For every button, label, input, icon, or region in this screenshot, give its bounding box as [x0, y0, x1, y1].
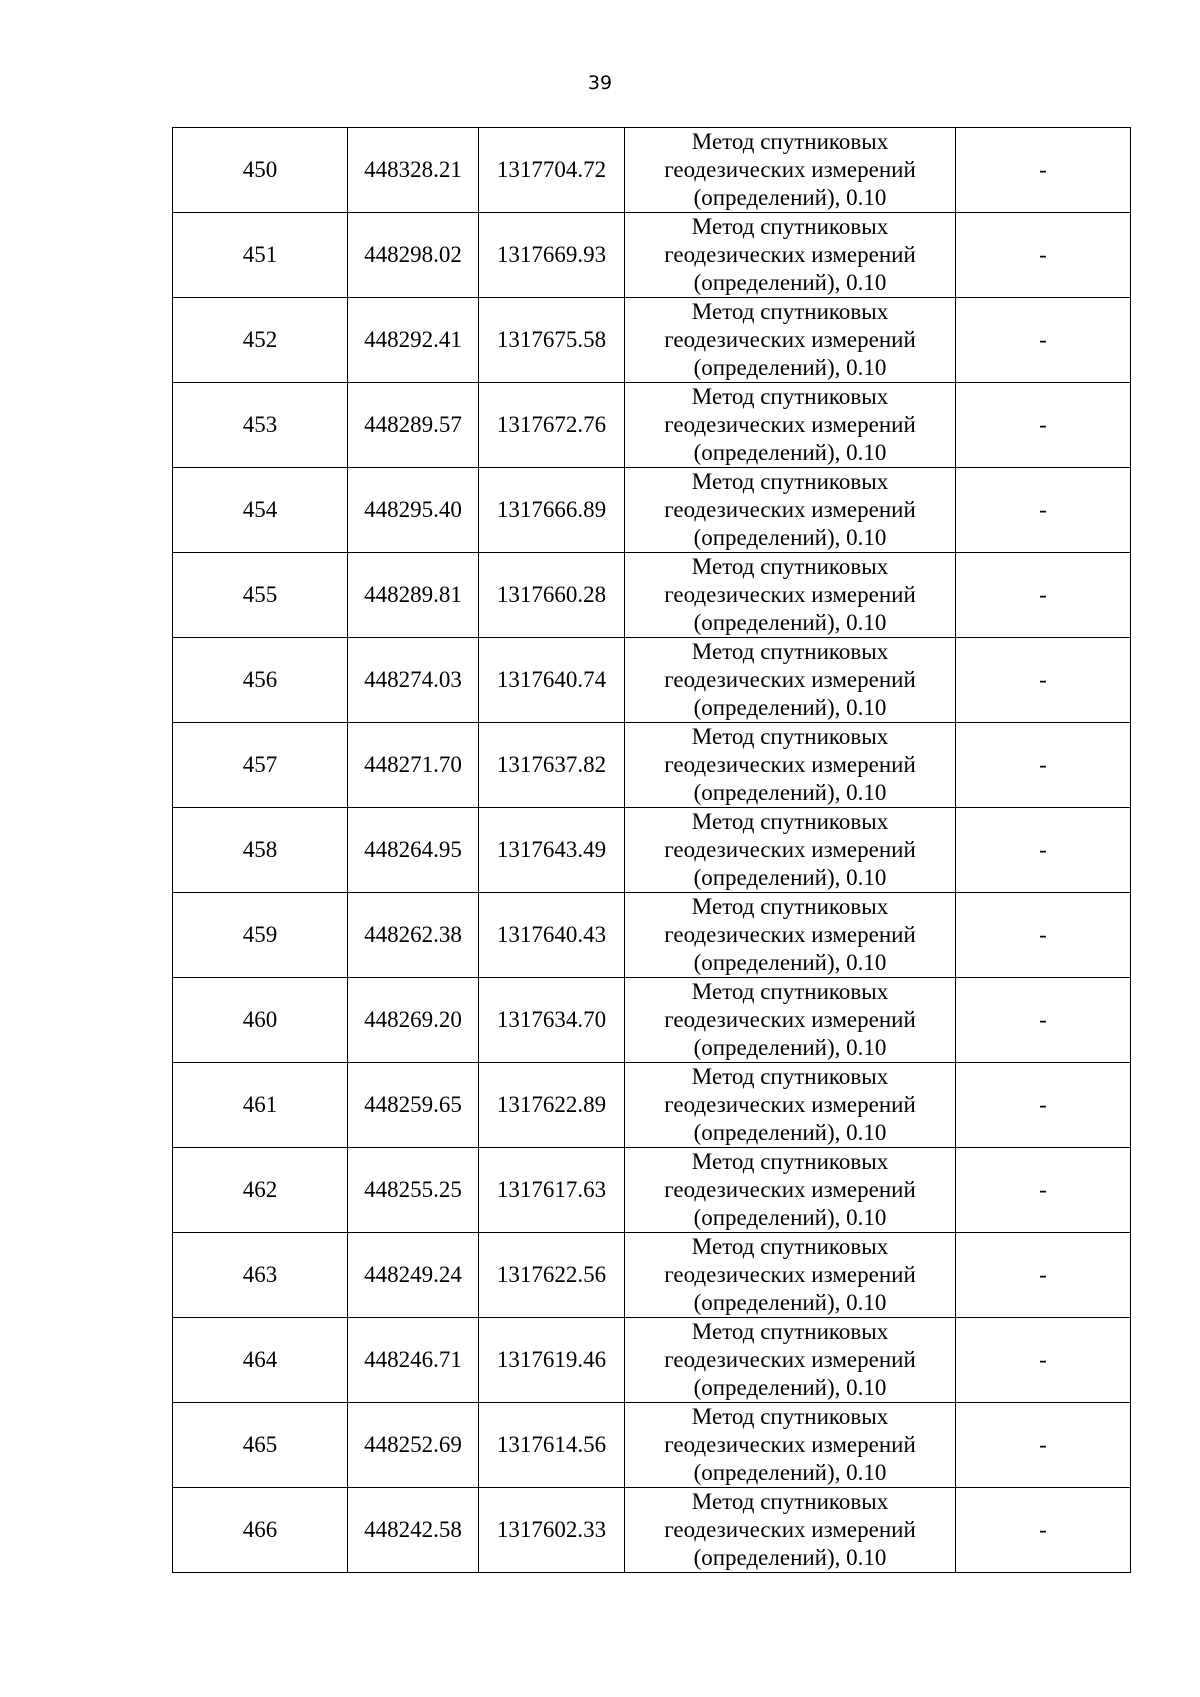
method-line-2: геодезических измерений	[664, 1347, 916, 1372]
method-cell	[625, 1488, 956, 1573]
y-coordinate-cell: 1317640.43	[479, 893, 625, 978]
point-number-cell: 459	[173, 893, 348, 978]
y-coordinate-cell: 1317672.76	[479, 383, 625, 468]
y-coordinate-cell: 1317643.49	[479, 808, 625, 893]
table-row	[173, 723, 1131, 808]
method-line-2: геодезических измерений	[664, 837, 916, 862]
page-number: 39	[587, 72, 613, 94]
method-line-2: геодезических измерений	[664, 497, 916, 522]
method-line-2: геодезических измерений	[664, 922, 916, 947]
method-line-2: геодезических измерений	[664, 157, 916, 182]
description-cell: -	[956, 638, 1131, 723]
description-cell: -	[956, 468, 1131, 553]
method-cell	[625, 128, 956, 213]
x-coordinate-cell: 448289.57	[348, 383, 479, 468]
table-row	[173, 468, 1131, 553]
description-cell: -	[956, 893, 1131, 978]
table-row	[173, 1318, 1131, 1403]
method-cell	[625, 468, 956, 553]
description-cell: -	[956, 808, 1131, 893]
description-cell: -	[956, 553, 1131, 638]
y-coordinate-cell: 1317622.56	[479, 1233, 625, 1318]
method-line-2: геодезических измерений	[664, 1177, 916, 1202]
method-cell	[625, 1063, 956, 1148]
point-number-cell: 461	[173, 1063, 348, 1148]
method-line-2: геодезических измерений	[664, 582, 916, 607]
table-row	[173, 638, 1131, 723]
method-line-2: геодезических измерений	[664, 327, 916, 352]
description-cell: -	[956, 383, 1131, 468]
method-cell	[625, 808, 956, 893]
method-line-3: (определений), 0.10	[693, 610, 887, 635]
method-line-2: геодезических измерений	[664, 752, 916, 777]
method-line-1: Метод спутниковых	[691, 129, 889, 154]
y-coordinate-cell: 1317640.74	[479, 638, 625, 723]
x-coordinate-cell: 448262.38	[348, 893, 479, 978]
point-number-cell: 458	[173, 808, 348, 893]
method-line-1: Метод спутниковых	[691, 1404, 889, 1429]
description-cell: -	[956, 1403, 1131, 1488]
method-line-1: Метод спутниковых	[691, 894, 889, 919]
method-line-3: (определений), 0.10	[693, 1375, 887, 1400]
point-number-cell: 464	[173, 1318, 348, 1403]
x-coordinate-cell: 448269.20	[348, 978, 479, 1063]
description-cell: -	[956, 128, 1131, 213]
description-cell: -	[956, 298, 1131, 383]
description-cell: -	[956, 1148, 1131, 1233]
method-line-1: Метод спутниковых	[691, 724, 889, 749]
point-number-cell: 465	[173, 1403, 348, 1488]
table-row	[173, 1148, 1131, 1233]
method-cell	[625, 978, 956, 1063]
method-cell	[625, 638, 956, 723]
x-coordinate-cell: 448328.21	[348, 128, 479, 213]
method-line-3: (определений), 0.10	[693, 1120, 887, 1145]
y-coordinate-cell: 1317660.28	[479, 553, 625, 638]
point-number-cell: 452	[173, 298, 348, 383]
method-line-3: (определений), 0.10	[693, 440, 887, 465]
method-line-3: (определений), 0.10	[693, 1035, 887, 1060]
table-row	[173, 893, 1131, 978]
method-cell	[625, 1318, 956, 1403]
description-cell: -	[956, 1488, 1131, 1573]
y-coordinate-cell: 1317675.58	[479, 298, 625, 383]
x-coordinate-cell: 448246.71	[348, 1318, 479, 1403]
description-cell: -	[956, 213, 1131, 298]
method-cell	[625, 213, 956, 298]
x-coordinate-cell: 448242.58	[348, 1488, 479, 1573]
point-number-cell: 450	[173, 128, 348, 213]
method-line-3: (определений), 0.10	[693, 1290, 887, 1315]
method-cell	[625, 553, 956, 638]
x-coordinate-cell: 448295.40	[348, 468, 479, 553]
x-coordinate-cell: 448259.65	[348, 1063, 479, 1148]
method-line-1: Метод спутниковых	[691, 214, 889, 239]
table-row	[173, 553, 1131, 638]
table-row	[173, 1403, 1131, 1488]
point-number-cell: 455	[173, 553, 348, 638]
method-line-1: Метод спутниковых	[691, 1234, 889, 1259]
table-row	[173, 298, 1131, 383]
point-number-cell: 454	[173, 468, 348, 553]
method-cell	[625, 383, 956, 468]
description-cell: -	[956, 723, 1131, 808]
method-line-3: (определений), 0.10	[693, 865, 887, 890]
point-number-cell: 453	[173, 383, 348, 468]
method-line-3: (определений), 0.10	[693, 1545, 887, 1570]
table-row	[173, 808, 1131, 893]
method-line-1: Метод спутниковых	[691, 469, 889, 494]
y-coordinate-cell: 1317619.46	[479, 1318, 625, 1403]
x-coordinate-cell: 448298.02	[348, 213, 479, 298]
point-number-cell: 462	[173, 1148, 348, 1233]
method-line-2: геодезических измерений	[664, 667, 916, 692]
method-line-2: геодезических измерений	[664, 412, 916, 437]
method-line-1: Метод спутниковых	[691, 384, 889, 409]
method-cell	[625, 1233, 956, 1318]
x-coordinate-cell: 448292.41	[348, 298, 479, 383]
table-row	[173, 1233, 1131, 1318]
method-line-1: Метод спутниковых	[691, 1149, 889, 1174]
method-cell	[625, 1148, 956, 1233]
method-line-1: Метод спутниковых	[691, 1064, 889, 1089]
point-number-cell: 466	[173, 1488, 348, 1573]
table-body	[173, 128, 1131, 1573]
x-coordinate-cell: 448255.25	[348, 1148, 479, 1233]
y-coordinate-cell: 1317634.70	[479, 978, 625, 1063]
y-coordinate-cell: 1317669.93	[479, 213, 625, 298]
x-coordinate-cell: 448252.69	[348, 1403, 479, 1488]
description-cell: -	[956, 1063, 1131, 1148]
point-number-cell: 451	[173, 213, 348, 298]
y-coordinate-cell: 1317617.63	[479, 1148, 625, 1233]
table-row	[173, 1488, 1131, 1573]
method-line-3: (определений), 0.10	[693, 355, 887, 380]
method-line-3: (определений), 0.10	[693, 270, 887, 295]
table-row	[173, 1063, 1131, 1148]
description-cell: -	[956, 978, 1131, 1063]
description-cell: -	[956, 1233, 1131, 1318]
method-cell	[625, 298, 956, 383]
method-line-1: Метод спутниковых	[691, 809, 889, 834]
method-cell	[625, 723, 956, 808]
point-number-cell: 460	[173, 978, 348, 1063]
y-coordinate-cell: 1317622.89	[479, 1063, 625, 1148]
method-line-1: Метод спутниковых	[691, 1489, 889, 1514]
x-coordinate-cell: 448289.81	[348, 553, 479, 638]
point-number-cell: 456	[173, 638, 348, 723]
x-coordinate-cell: 448264.95	[348, 808, 479, 893]
table-row	[173, 213, 1131, 298]
method-cell	[625, 1403, 956, 1488]
x-coordinate-cell: 448271.70	[348, 723, 479, 808]
method-line-2: геодезических измерений	[664, 242, 916, 267]
y-coordinate-cell: 1317614.56	[479, 1403, 625, 1488]
method-line-2: геодезических измерений	[664, 1007, 916, 1032]
method-line-2: геодезических измерений	[664, 1517, 916, 1542]
method-line-2: геодезических измерений	[664, 1262, 916, 1287]
point-number-cell: 457	[173, 723, 348, 808]
method-line-3: (определений), 0.10	[693, 695, 887, 720]
method-line-3: (определений), 0.10	[693, 950, 887, 975]
method-line-2: геодезических измерений	[664, 1432, 916, 1457]
method-line-3: (определений), 0.10	[693, 185, 887, 210]
method-line-2: геодезических измерений	[664, 1092, 916, 1117]
y-coordinate-cell: 1317666.89	[479, 468, 625, 553]
description-cell: -	[956, 1318, 1131, 1403]
x-coordinate-cell: 448274.03	[348, 638, 479, 723]
y-coordinate-cell: 1317637.82	[479, 723, 625, 808]
method-line-3: (определений), 0.10	[693, 525, 887, 550]
method-line-3: (определений), 0.10	[693, 1460, 887, 1485]
method-line-1: Метод спутниковых	[691, 979, 889, 1004]
coordinates-table	[172, 127, 1131, 1573]
method-line-1: Метод спутниковых	[691, 639, 889, 664]
y-coordinate-cell: 1317602.33	[479, 1488, 625, 1573]
method-line-1: Метод спутниковых	[691, 1319, 889, 1344]
method-line-3: (определений), 0.10	[693, 780, 887, 805]
method-line-1: Метод спутниковых	[691, 299, 889, 324]
method-line-3: (определений), 0.10	[693, 1205, 887, 1230]
table-row	[173, 383, 1131, 468]
x-coordinate-cell: 448249.24	[348, 1233, 479, 1318]
table-row	[173, 978, 1131, 1063]
table-row	[173, 128, 1131, 213]
method-cell	[625, 893, 956, 978]
y-coordinate-cell: 1317704.72	[479, 128, 625, 213]
method-line-1: Метод спутниковых	[691, 554, 889, 579]
point-number-cell: 463	[173, 1233, 348, 1318]
